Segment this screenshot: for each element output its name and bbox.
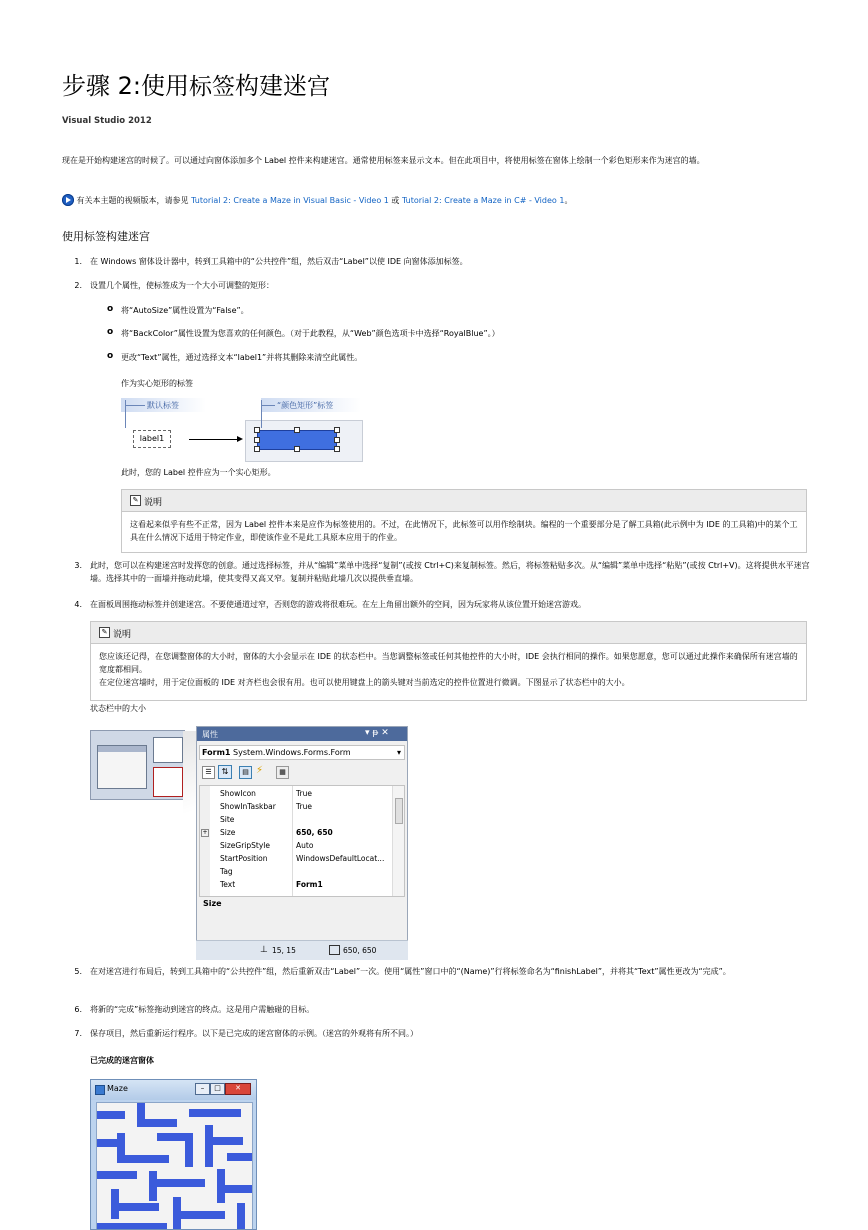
step-number: 1. <box>74 257 82 266</box>
page-title: 步骤 2:使用标签构建迷宫 <box>62 72 330 100</box>
resize-handle <box>334 437 340 443</box>
note-icon: ✎ <box>99 627 110 638</box>
property-row[interactable]: Tag <box>220 867 233 876</box>
step-4: 在面板周围拖动标签并创建迷宫。不要使通道过窄，否则您的游戏将很难玩。在左上角留出额外的空间，因为玩家将从该位置开始迷宫游戏。 <box>90 600 586 609</box>
step-2c: 更改“Text”属性，通过选择文本“label1”并将其删除来清空此属性。 <box>121 353 363 362</box>
resize-handle <box>254 446 260 452</box>
bullet: o <box>107 304 114 314</box>
arrow <box>189 439 239 440</box>
figure-caption: 作为实心矩形的标签 <box>121 379 193 388</box>
step-number: 5. <box>74 967 82 976</box>
chevron-down-icon: ▾ <box>396 748 401 757</box>
note-box <box>121 489 807 553</box>
property-row[interactable]: Site <box>220 815 235 824</box>
step-2a: 将“AutoSize”属性设置为“False”。 <box>121 306 249 315</box>
maze-area <box>96 1102 253 1230</box>
step-6: 将新的“完成”标签拖动到迷宫的终点。这是用户需触碰的目标。 <box>90 1005 315 1014</box>
step-number: 2. <box>74 281 82 290</box>
colored-label-callout: “颜色矩形”标签 <box>277 401 334 410</box>
label1-sample: label1 <box>133 430 171 448</box>
figure-caption: 已完成的迷宫窗体 <box>90 1056 154 1065</box>
scrollbar[interactable] <box>392 786 404 896</box>
video-link-cs[interactable]: Tutorial 2: Create a Maze in C# - Video 1 <box>401 196 565 205</box>
property-description: Size <box>203 899 222 908</box>
default-label-callout: 默认标签 <box>147 401 179 410</box>
property-row[interactable]: ShowInTaskbar True <box>220 802 312 811</box>
events-icon[interactable]: ⚡ <box>256 765 264 776</box>
figure-note: 此时，您的 Label 控件应为一个实心矩形。 <box>121 468 276 477</box>
designer-thumbnail <box>90 730 185 800</box>
property-row[interactable]: SizeGripStyle Auto <box>220 841 314 850</box>
property-row[interactable]: Text Form1 <box>220 880 323 889</box>
step-number: 3. <box>74 561 82 570</box>
step-3: 此时，您可以在构建迷宫时发挥您的创意。通过选择标签，并从“编辑”菜单中选择“复制”(或按 Ctrl+C)来复制标签。然后，将标签粘贴多次。从“编辑”菜单中选择“粘贴”(或按 Ctrl+V)。这将提供水平迷宫墙。选择其中的一面墙并拖动此墙，使其变得又高又窄。复制并粘贴此墙几次以提供垂直墙。 <box>90 561 810 583</box>
maze-window <box>90 1079 257 1230</box>
video-link-vb[interactable]: Tutorial 2: Create a Maze in Visual Basic - Video 1 <box>191 196 389 205</box>
resize-handle <box>254 437 260 443</box>
resize-handle <box>254 427 260 433</box>
step-5: 在对迷宫进行布局后，转到工具箱中的“公共控件”组，然后重新双击“Label”一次。使用“属性”窗口中的“(Name)”行将标签命名为“finishLabel”，并将其“Text”属性更改为“完成”。 <box>90 967 731 976</box>
note-title: 说明 <box>144 498 163 508</box>
bullet: o <box>107 351 114 361</box>
maximize-button[interactable]: □ <box>210 1083 225 1095</box>
resize-handle <box>294 446 300 452</box>
resize-handle <box>334 427 340 433</box>
maze-walls <box>97 1103 252 1230</box>
property-pages-icon[interactable]: ▦ <box>276 766 289 779</box>
close-button[interactable]: ✕ <box>225 1083 251 1095</box>
resize-handle <box>334 446 340 452</box>
intro-paragraph: 现在是开始构建迷宫的时候了。可以通过向窗体添加多个 Label 控件来构建迷宫。通常使用标签来显示文本。但在此项目中，将使用标签在窗体上绘制一个彩色矩形来作为迷宫的墙。 <box>62 156 705 165</box>
size-icon <box>329 945 340 955</box>
panel-title: 属性 <box>202 730 218 739</box>
video-icon <box>62 194 74 206</box>
note-title: 说明 <box>113 630 132 640</box>
label-figure <box>121 398 361 460</box>
figure-caption: 状态栏中的大小 <box>90 704 146 713</box>
maze-titlebar <box>91 1080 256 1100</box>
step-number: 4. <box>74 600 82 609</box>
status-bar <box>196 940 408 960</box>
app-icon <box>95 1085 105 1095</box>
step-7: 保存项目，然后重新运行程序。以下是已完成的迷宫窗体的示例。（迷宫的外观将有所不同。） <box>90 1029 418 1038</box>
note-body: 这看起来似乎有些不正常，因为 Label 控件本来是应作为标签使用的。不过，在此情况下，此标签可以用作绘制块。编程的一个重要部分是了解工具箱(此示例中为 IDE 的工具箱)中的某个工具在什么情况下适用于特定作业，即使该作业不是此工具原本应用于的作业。 <box>130 520 798 542</box>
status-position: 15, 15 <box>272 946 296 955</box>
note-icon: ✎ <box>130 495 141 506</box>
step-2: 设置几个属性，使标签成为一个大小可调整的矩形： <box>90 281 274 290</box>
property-grid <box>199 785 405 897</box>
position-icon: ⊥ <box>260 945 268 955</box>
resize-handle <box>294 427 300 433</box>
alphabetical-icon[interactable]: ⇅ <box>218 765 232 779</box>
step-1: 在 Windows 窗体设计器中，转到工具箱中的“公共控件”组，然后双击“Label”以使 IDE 向窗体添加标签。 <box>90 257 468 266</box>
step-number: 6. <box>74 1005 82 1014</box>
window-title: Maze <box>107 1084 128 1093</box>
minimize-button[interactable]: – <box>195 1083 210 1095</box>
product-subtitle: Visual Studio 2012 <box>62 116 152 126</box>
note-line: 您应该还记得，在您调整窗体的大小时，窗体的大小会显示在 IDE 的状态栏中。当您调整标签或任何其他控件的大小时，IDE 会执行相同的操作。如果您愿意，您可以通过此操作来确保所有迷宫墙的宽度都相同。 <box>99 652 798 674</box>
properties-figure <box>90 726 408 959</box>
step-2b: 将“BackColor”属性设置为您喜欢的任何颜色。（对于此教程，从“Web”颜色选项卡中选择“RoyalBlue”。） <box>121 329 500 338</box>
step-number: 7. <box>74 1029 82 1038</box>
expand-icon[interactable]: + <box>202 829 208 836</box>
panel-window-controls[interactable]: ▾ ᵽ ✕ <box>365 728 389 738</box>
properties-window <box>196 726 408 944</box>
note-line: 在定位迷宫墙时，用于定位面板的 IDE 对齐栏也会很有用。也可以使用键盘上的箭头键对当前选定的控件位置进行微调。下图显示了状态栏中的大小。 <box>99 678 630 687</box>
section-heading: 使用标签构建迷宫 <box>62 230 150 243</box>
status-size: 650, 650 <box>343 946 377 955</box>
property-row[interactable]: + Size 650, 650 <box>202 828 333 837</box>
scrollbar-thumb[interactable] <box>395 798 403 824</box>
bullet: o <box>107 327 114 337</box>
properties-titlebar <box>197 727 407 741</box>
property-row[interactable]: ShowIcon True <box>220 789 312 798</box>
properties-toolbar <box>199 764 403 780</box>
video-line: 有关本主题的视频版本，请参见 Tutorial 2: Create a Maze in Visual Basic - Video 1 或 Tutorial 2: Create a Maze in C# - Video 1。 <box>62 194 572 207</box>
property-row[interactable]: StartPosition WindowsDefaultLocat... <box>220 854 385 863</box>
categorized-icon[interactable]: ☰ <box>202 766 215 779</box>
note-box <box>90 621 807 701</box>
properties-icon[interactable]: ▤ <box>239 766 252 779</box>
object-selector[interactable]: Form1 System.Windows.Forms.Form ▾ <box>199 745 405 760</box>
